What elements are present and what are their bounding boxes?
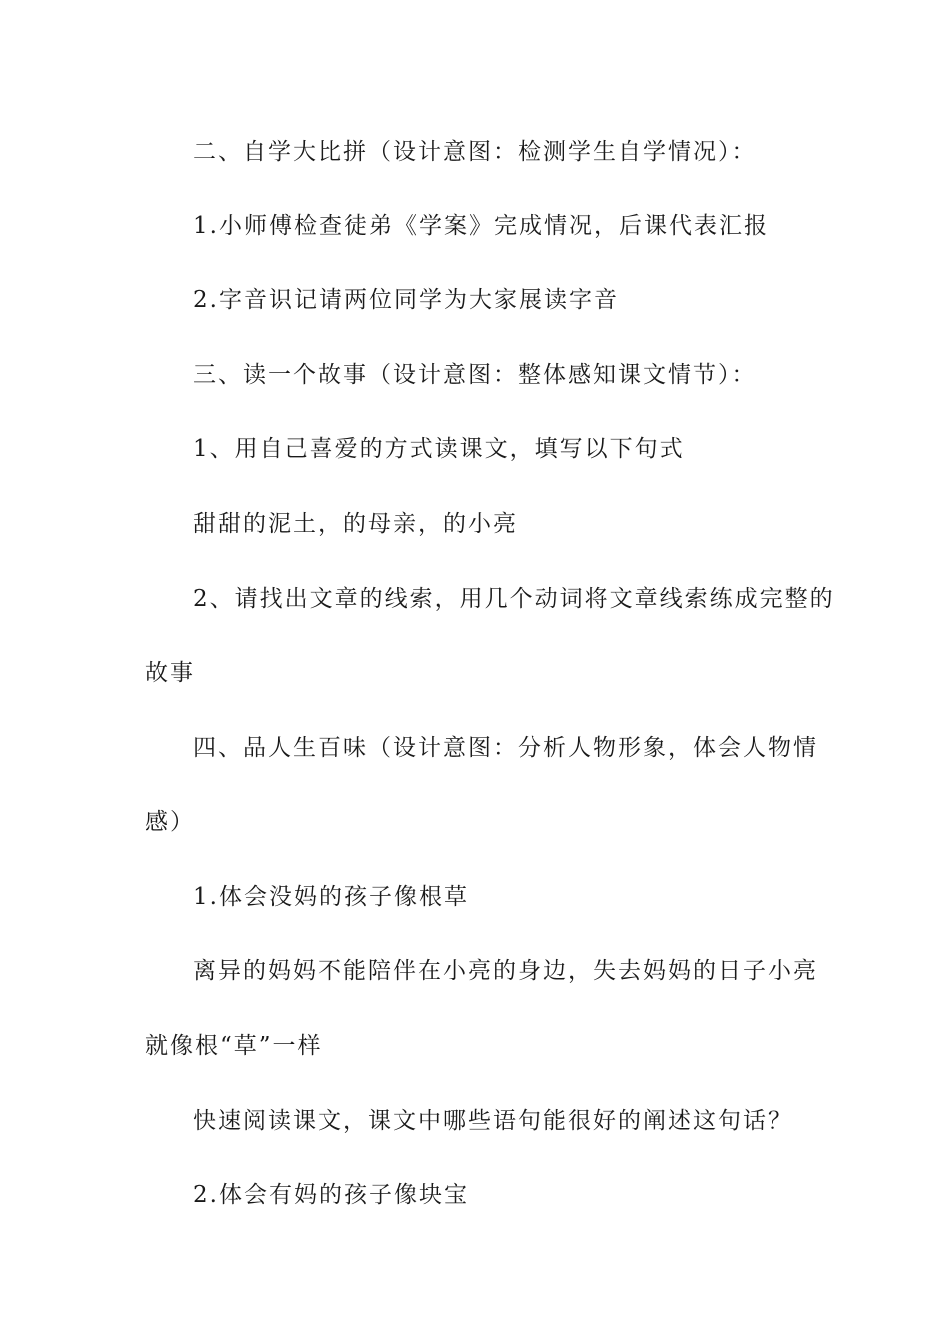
- paragraph-line: 甜甜的泥土，的母亲，的小亮: [193, 511, 518, 537]
- paragraph-line-continued: 就像根“草”一样: [145, 1033, 323, 1059]
- paragraph-line-continued: 感）: [145, 809, 195, 835]
- paragraph-line: 1.体会没妈的孩子像根草: [193, 884, 469, 910]
- paragraph-line: 2、请找出文章的线索，用几个动词将文章线索练成完整的: [193, 586, 835, 612]
- section-heading-2: 二、自学大比拼（设计意图：检测学生自学情况）：: [193, 139, 757, 165]
- section-heading-4: 四、品人生百味（设计意图：分析人物形象，体会人物情: [193, 735, 818, 761]
- paragraph-line: 快速阅读课文，课文中哪些语句能很好的阐述这句话？: [193, 1108, 793, 1134]
- section-heading-3: 三、读一个故事（设计意图：整体感知课文情节）：: [193, 362, 757, 388]
- paragraph-line: 2.字音识记请两位同学为大家展读字音: [193, 287, 619, 313]
- paragraph-line: 2.体会有妈的孩子像块宝: [193, 1182, 469, 1208]
- paragraph-line-continued: 故事: [145, 660, 195, 686]
- paragraph-line: 离异的妈妈不能陪伴在小亮的身边，失去妈妈的日子小亮: [193, 958, 818, 984]
- paragraph-line: 1.小师傅检查徒弟《学案》完成情况，后课代表汇报: [193, 213, 769, 239]
- paragraph-line: 1、用自己喜爱的方式读课文，填写以下句式: [193, 436, 685, 462]
